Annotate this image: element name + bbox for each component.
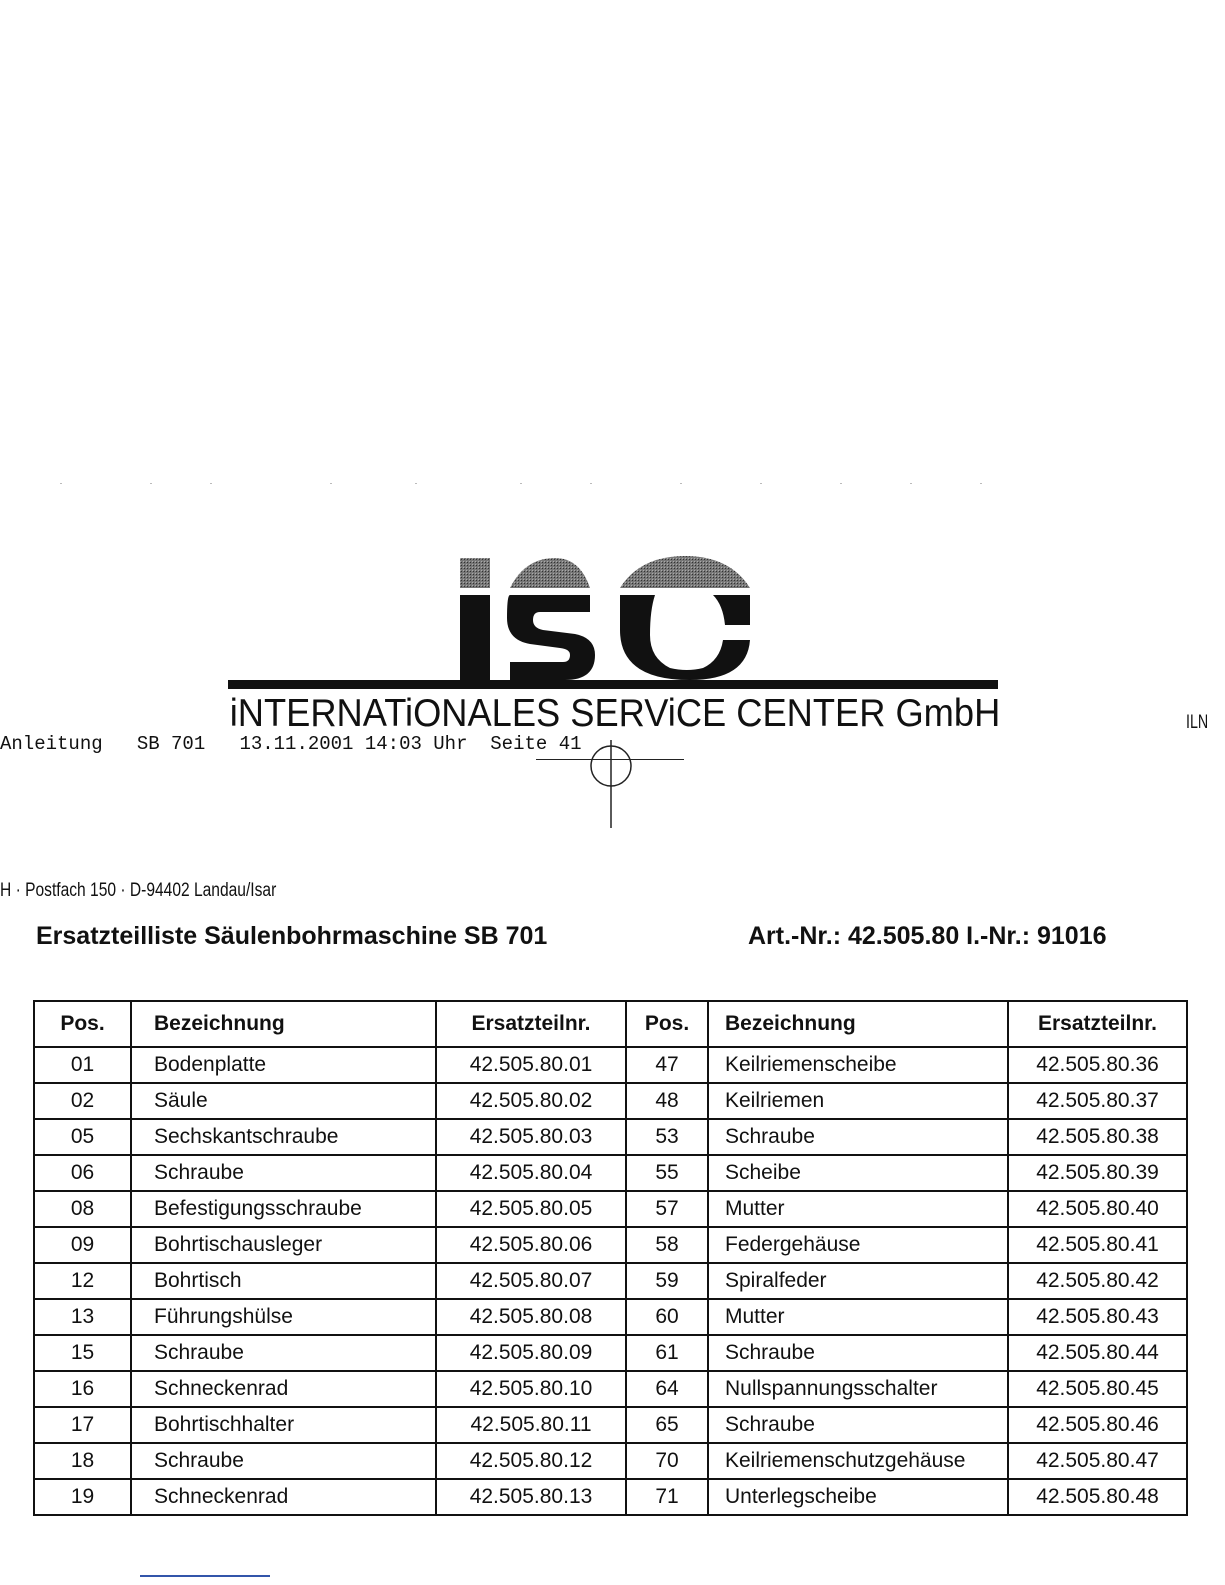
- document-title: Ersatzteilliste Säulenbohrmaschine SB 701: [36, 922, 548, 950]
- part-position: 65: [626, 1407, 708, 1443]
- part-number: 42.505.80.07: [436, 1263, 626, 1299]
- part-number: 42.505.80.08: [436, 1299, 626, 1335]
- part-number: 42.505.80.37: [1008, 1083, 1187, 1119]
- part-name: Schneckenrad: [131, 1479, 436, 1515]
- part-name: Schneckenrad: [131, 1371, 436, 1407]
- part-name: Säule: [131, 1083, 436, 1119]
- table-row: [34, 1119, 1187, 1155]
- part-position: 58: [626, 1227, 708, 1263]
- part-number: 42.505.80.03: [436, 1119, 626, 1155]
- part-number: 42.505.80.13: [436, 1479, 626, 1515]
- part-name: Bodenplatte: [131, 1047, 436, 1083]
- part-name: Befestigungsschraube: [131, 1191, 436, 1227]
- part-number: 42.505.80.01: [436, 1047, 626, 1083]
- part-name: Bohrtisch: [131, 1263, 436, 1299]
- part-number: 42.505.80.45: [1008, 1371, 1187, 1407]
- part-number: 42.505.80.40: [1008, 1191, 1187, 1227]
- part-number: 42.505.80.48: [1008, 1479, 1187, 1515]
- part-name: Schraube: [708, 1119, 1008, 1155]
- table-row: [34, 1371, 1187, 1407]
- table-row: [34, 1155, 1187, 1191]
- part-number: 42.505.80.11: [436, 1407, 626, 1443]
- part-position: 13: [34, 1299, 131, 1335]
- table-row: [34, 1407, 1187, 1443]
- part-position: 12: [34, 1263, 131, 1299]
- part-number: 42.505.80.39: [1008, 1155, 1187, 1191]
- table-row: [34, 1227, 1187, 1263]
- company-name: iNTERNATiONALES SERViCE CENTER GmbH: [229, 692, 1001, 735]
- fax-header: Anleitung SB 701 13.11.2001 14:03 Uhr Seite 41: [0, 733, 582, 755]
- isc-logo: [455, 550, 755, 685]
- part-name: Keilriemen: [708, 1083, 1008, 1119]
- table-row: [34, 1443, 1187, 1479]
- part-name: Mutter: [708, 1191, 1008, 1227]
- part-position: 15: [34, 1335, 131, 1371]
- part-number: 42.505.80.04: [436, 1155, 626, 1191]
- column-header: Bezeichnung: [708, 1001, 1008, 1047]
- spare-parts-table: [33, 1000, 1188, 1516]
- part-position: 59: [626, 1263, 708, 1299]
- part-number: 42.505.80.09: [436, 1335, 626, 1371]
- part-number: 42.505.80.42: [1008, 1263, 1187, 1299]
- part-position: 60: [626, 1299, 708, 1335]
- part-position: 70: [626, 1443, 708, 1479]
- part-number: 42.505.80.41: [1008, 1227, 1187, 1263]
- part-position: 61: [626, 1335, 708, 1371]
- part-number: 42.505.80.44: [1008, 1335, 1187, 1371]
- part-position: 08: [34, 1191, 131, 1227]
- part-name: Scheibe: [708, 1155, 1008, 1191]
- part-position: 47: [626, 1047, 708, 1083]
- part-name: Schraube: [131, 1335, 436, 1371]
- part-name: Federgehäuse: [708, 1227, 1008, 1263]
- part-name: Sechskantschraube: [131, 1119, 436, 1155]
- part-position: 48: [626, 1083, 708, 1119]
- table-row: [34, 1335, 1187, 1371]
- part-position: 09: [34, 1227, 131, 1263]
- part-number: 42.505.80.06: [436, 1227, 626, 1263]
- table-row: [34, 1047, 1187, 1083]
- table-row: [34, 1083, 1187, 1119]
- article-numbers: Art.-Nr.: 42.505.80 I.-Nr.: 91016: [748, 922, 1107, 950]
- part-position: 71: [626, 1479, 708, 1515]
- part-name: Schraube: [131, 1443, 436, 1479]
- part-number: 42.505.80.38: [1008, 1119, 1187, 1155]
- part-position: 19: [34, 1479, 131, 1515]
- part-position: 02: [34, 1083, 131, 1119]
- part-number: 42.505.80.36: [1008, 1047, 1187, 1083]
- part-position: 55: [626, 1155, 708, 1191]
- company-address: H · Postfach 150 · D-94402 Landau/Isar: [0, 880, 277, 901]
- column-header: Pos.: [626, 1001, 708, 1047]
- column-header: Ersatzteilnr.: [436, 1001, 626, 1047]
- table-row: [34, 1191, 1187, 1227]
- part-name: Schraube: [131, 1155, 436, 1191]
- table-row: [34, 1479, 1187, 1515]
- scan-mark: [140, 1575, 270, 1577]
- part-name: Bohrtischausleger: [131, 1227, 436, 1263]
- part-number: 42.505.80.47: [1008, 1443, 1187, 1479]
- edge-text-fragment: ILN: [1186, 712, 1209, 733]
- column-header: Ersatzteilnr.: [1008, 1001, 1187, 1047]
- part-name: Keilriemenschutzgehäuse: [708, 1443, 1008, 1479]
- part-position: 64: [626, 1371, 708, 1407]
- part-name: Nullspannungsschalter: [708, 1371, 1008, 1407]
- part-position: 01: [34, 1047, 131, 1083]
- part-name: Führungshülse: [131, 1299, 436, 1335]
- column-header: Pos.: [34, 1001, 131, 1047]
- part-position: 06: [34, 1155, 131, 1191]
- part-name: Keilriemenscheibe: [708, 1047, 1008, 1083]
- part-position: 18: [34, 1443, 131, 1479]
- part-position: 57: [626, 1191, 708, 1227]
- part-position: 17: [34, 1407, 131, 1443]
- part-name: Spiralfeder: [708, 1263, 1008, 1299]
- scan-noise: [0, 480, 1225, 488]
- table-row: [34, 1299, 1187, 1335]
- part-number: 42.505.80.05: [436, 1191, 626, 1227]
- part-position: 16: [34, 1371, 131, 1407]
- logo-rule: [228, 680, 998, 689]
- part-position: 53: [626, 1119, 708, 1155]
- part-number: 42.505.80.02: [436, 1083, 626, 1119]
- part-name: Schraube: [708, 1407, 1008, 1443]
- part-name: Unterlegscheibe: [708, 1479, 1008, 1515]
- registration-mark-icon: [581, 740, 641, 830]
- table-header-row: [34, 1001, 1187, 1047]
- part-number: 42.505.80.10: [436, 1371, 626, 1407]
- part-position: 05: [34, 1119, 131, 1155]
- part-name: Mutter: [708, 1299, 1008, 1335]
- part-name: Schraube: [708, 1335, 1008, 1371]
- part-number: 42.505.80.46: [1008, 1407, 1187, 1443]
- table-row: [34, 1263, 1187, 1299]
- part-name: Bohrtischhalter: [131, 1407, 436, 1443]
- part-number: 42.505.80.43: [1008, 1299, 1187, 1335]
- column-header: Bezeichnung: [131, 1001, 436, 1047]
- part-number: 42.505.80.12: [436, 1443, 626, 1479]
